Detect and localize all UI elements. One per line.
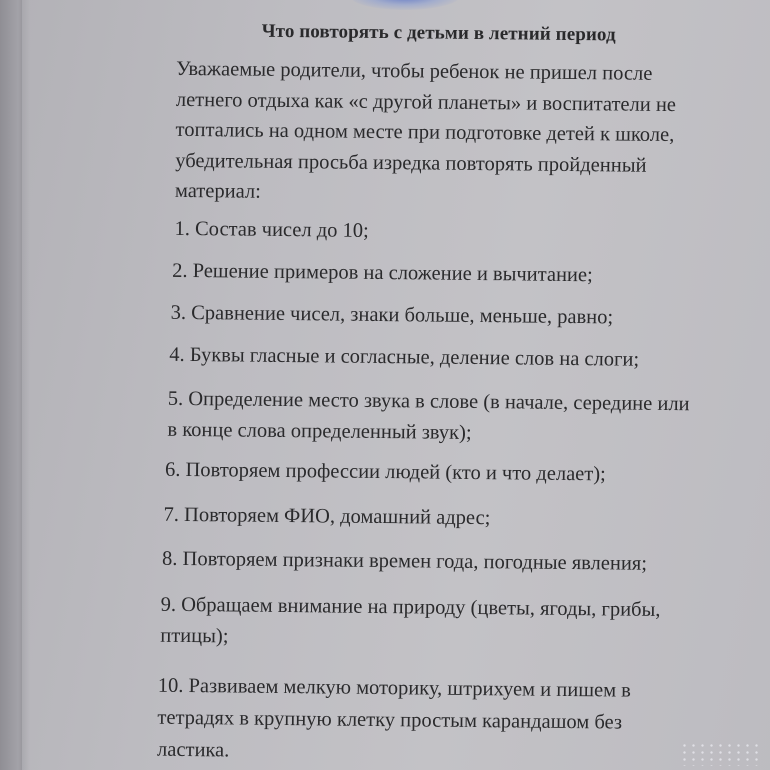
list-item-1 (174, 214, 369, 246)
list-item-9 (160, 590, 660, 657)
document-title: Что повторять с детьми в летний период (261, 20, 616, 46)
intro-line: топтались на одном месте при подготовке детей к школе, (175, 118, 675, 147)
list-item-line: ластика. (157, 738, 230, 762)
list-item-line: 5. Определение место звука в слове (в начале, середине или (167, 387, 690, 416)
list-item-line: 8. Повторяем признаки времен года, погодные явления; (162, 547, 648, 575)
list-item-line: в конце слова определенный звук); (167, 418, 472, 444)
list-item-line: 9. Обращаем внимание на природу (цветы, ягоды, грибы, (160, 593, 661, 621)
intro-line: Уважаемые родители, чтобы ребенок не пришел после (176, 57, 653, 85)
list-item-line: 10. Развиваем мелкую моторику, штрихуем и пишем в (157, 674, 632, 702)
intro-line: убедительная просьба изредка повторять пройденный (175, 149, 647, 177)
list-item-line: тетрадях в крупную клетку простым карандашом без (157, 706, 623, 734)
list-item-7 (163, 500, 490, 533)
list-item-2 (172, 256, 593, 290)
list-item-8 (162, 544, 647, 579)
list-item-4 (169, 340, 639, 375)
intro-line: материал: (174, 179, 261, 203)
list-item-line: 1. Состав чисел до 10; (174, 217, 369, 242)
list-item-6 (165, 455, 606, 490)
list-item-line: 3. Сравнение чисел, знаки больше, меньше, равно; (170, 301, 614, 329)
intro-line: летнего отдыха как «с другой планеты» и воспитатели не (175, 88, 677, 116)
list-item-10 (157, 670, 631, 770)
list-item-line: 2. Решение примеров на сложение и вычитание; (172, 259, 593, 287)
list-item-line: птицы); (160, 624, 229, 648)
list-item-line: 7. Повторяем ФИО, домашний адрес; (163, 503, 491, 530)
list-item-5 (167, 384, 689, 451)
intro-paragraph (175, 54, 737, 212)
list-item-line: 6. Повторяем профессии людей (кто и что делает); (164, 458, 606, 486)
list-item-3 (171, 298, 614, 333)
list-item-line: 4. Буквы гласные и согласные, деление слов на слоги; (169, 343, 640, 371)
